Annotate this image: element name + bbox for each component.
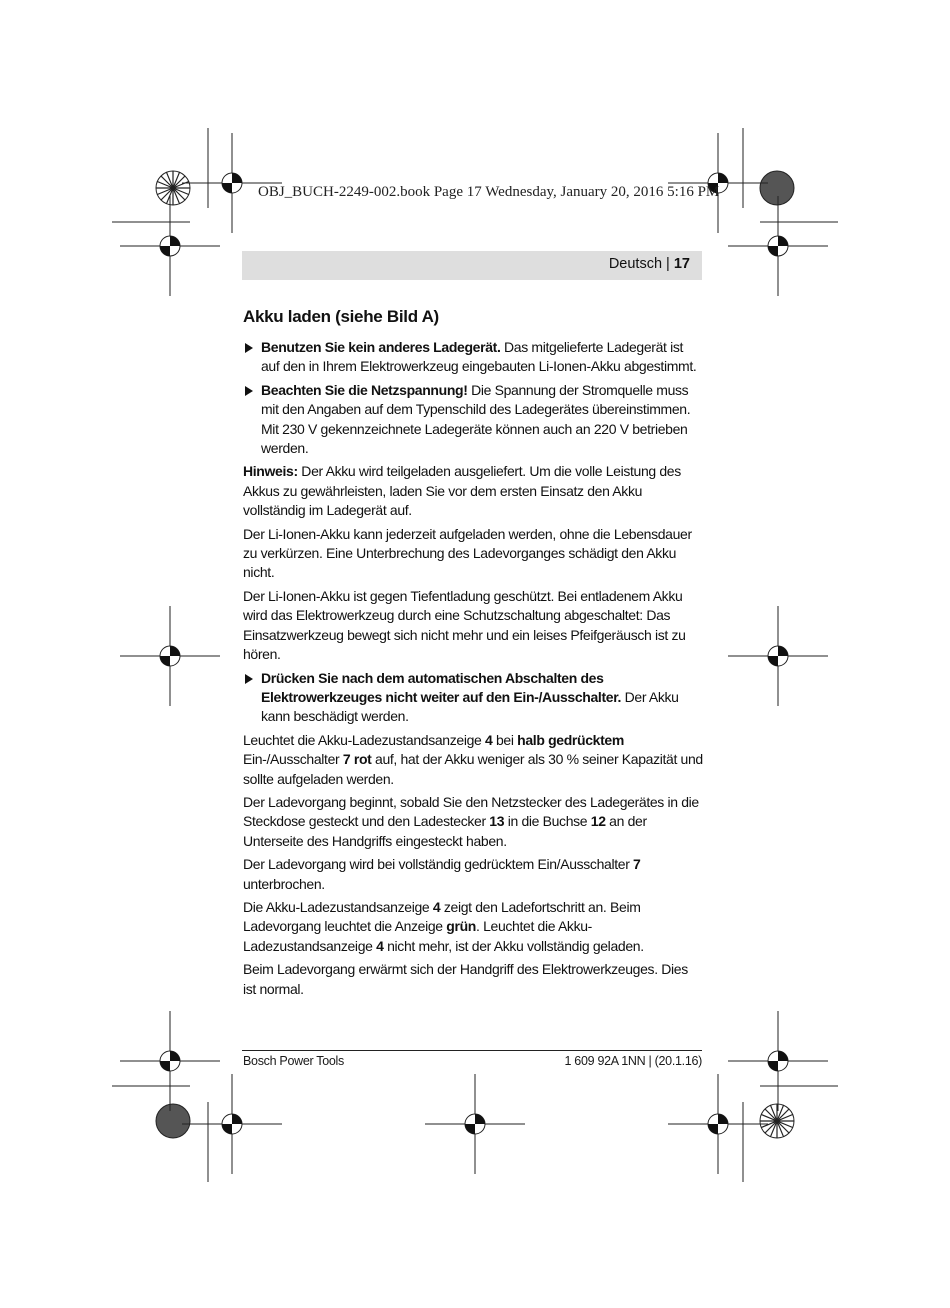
text-run: nicht mehr, ist der Akku vollständig geladen. (383, 937, 644, 954)
emphasis: grün (446, 918, 477, 935)
crosshair-icon (182, 1074, 282, 1174)
warning-text: Die Spannung der Stromquelle muss mit den Angaben auf dem Typenschild des Ladegerätes übereinstimmen. Mit 230 V gekennzeichnete Ladegeräte können auch an 220 V betrieben werden. (261, 381, 691, 457)
text-run: . Leuchtet die Akku-Ladezustandsanzeige (243, 918, 592, 954)
header-language-page (609, 256, 690, 272)
warning-item (243, 669, 703, 727)
reference-number: 4 (485, 731, 493, 748)
paragraph (243, 793, 703, 851)
registration-dot-icon (156, 1104, 190, 1138)
crosshair-icon (120, 196, 220, 296)
paragraph: Der Li-Ionen-Akku ist gegen Tiefentladung geschützt. Bei entladenem Akku wird das Elektrowerkzeug durch eine Schutzschaltung abgeschaltet: Das Einsatzwerkzeug bewegt sich nicht mehr und ein leises Pfeifgeräusch ist zu hören. (243, 587, 686, 663)
paragraph (243, 731, 703, 789)
footer-divider (242, 1050, 702, 1051)
note-paragraph (243, 462, 703, 520)
reference-number: 4 (376, 937, 384, 954)
text-run: Der Ladevorgang wird bei vollständig gedrücktem Ein/Ausschalter (243, 856, 634, 873)
warning-item (243, 381, 703, 459)
reference-number: 13 (489, 813, 505, 830)
warning-bold: Drücken Sie nach dem automatischen Abschalten des Elektrowerkzeuges nicht weiter auf den Ein-/Ausschalter. (261, 669, 622, 705)
reference-number: 4 (432, 898, 441, 915)
paragraph: Der Li-Ionen-Akku kann jederzeit aufgeladen werden, ohne die Lebensdauer zu verkürzen. Eine Unterbrechung des Ladevorganges schädigt den Akku nicht. (243, 525, 692, 581)
text-run: an der Unterseite des Handgriffs eingesteckt haben. (243, 813, 647, 849)
crosshair-icon (728, 606, 828, 706)
crosshair-icon (728, 196, 828, 296)
warning-bold: Beachten Sie die Netzspannung! (261, 381, 468, 398)
warning-item (243, 338, 703, 377)
footer-brand: Bosch Power Tools (243, 1054, 344, 1068)
text-run: Ein-/Ausschalter (243, 751, 343, 768)
paragraph: Beim Ladevorgang erwärmt sich der Handgriff des Elektrowerkzeuges. Dies ist normal. (243, 961, 688, 997)
crosshair-icon (120, 1011, 220, 1111)
paragraph (243, 898, 703, 956)
header-language: Deutsch (608, 256, 663, 272)
print-header: OBJ_BUCH-2249-002.book Page 17 Wednesday, January 20, 2016 5:16 PM (258, 184, 720, 200)
crosshair-icon (668, 133, 768, 233)
emphasis: halb gedrücktem (517, 731, 624, 748)
warning-text: Der Akku kann beschädigt werden. (261, 688, 679, 725)
note-label: Hinweis: (243, 463, 298, 480)
reference-number: 7 (633, 856, 641, 873)
header-separator: | (662, 256, 674, 272)
emphasis: 7 rot (342, 751, 372, 768)
text-run: bei (492, 731, 518, 748)
text-run: Der Ladevorgang beginnt, sobald Sie den Netzstecker des Ladegerätes in die Steckdose gesteckt und den Ladestecker (243, 793, 699, 830)
text-run: Leuchtet die Akku-Ladezustandsanzeige (243, 731, 485, 748)
page-header (242, 251, 702, 280)
page-number: 17 (673, 256, 690, 272)
crosshair-icon (668, 1074, 768, 1174)
crosshair-icon (182, 133, 282, 233)
crosshair-icon (120, 606, 220, 706)
registration-dot-icon (760, 171, 794, 205)
registration-sunburst-icon (156, 171, 190, 205)
text-run: unterbrochen. (243, 875, 325, 892)
section-title: Akku laden (siehe Bild A) (243, 307, 439, 326)
registration-sunburst-icon (760, 1104, 794, 1138)
reference-number: 12 (590, 813, 606, 830)
warning-bold: Benutzen Sie kein anderes Ladegerät. (261, 339, 501, 355)
triangle-bullet-icon (245, 674, 253, 684)
text-run: auf, hat der Akku weniger als 30 % seiner Kapazität und sollte aufgeladen werden. (243, 751, 703, 787)
triangle-bullet-icon (245, 343, 253, 353)
crosshair-icon (728, 1011, 828, 1111)
warning-text: Das mitgelieferte Ladegerät ist auf den in Ihrem Elektrowerkzeug eingebauten Li-Ionen-Akku abgestimmt. (261, 339, 697, 375)
note-text: Der Akku wird teilgeladen ausgeliefert. Um die volle Leistung des Akkus zu gewährleisten, laden Sie vor dem ersten Einsatz den Akku vollständig im Ladegerät auf. (243, 463, 681, 519)
text-run: zeigt den Ladefortschritt an. Beim Ladevorgang leuchtet die Anzeige (243, 898, 641, 935)
text-run: Die Akku-Ladezustandsanzeige (243, 898, 433, 915)
main-content (243, 306, 703, 1003)
crosshair-icon (425, 1074, 525, 1174)
footer-doc-number: 1 609 92A 1NN | (20.1.16) (564, 1054, 702, 1068)
text-run: in die Buchse (504, 813, 591, 830)
triangle-bullet-icon (245, 386, 253, 396)
paragraph (243, 855, 703, 894)
